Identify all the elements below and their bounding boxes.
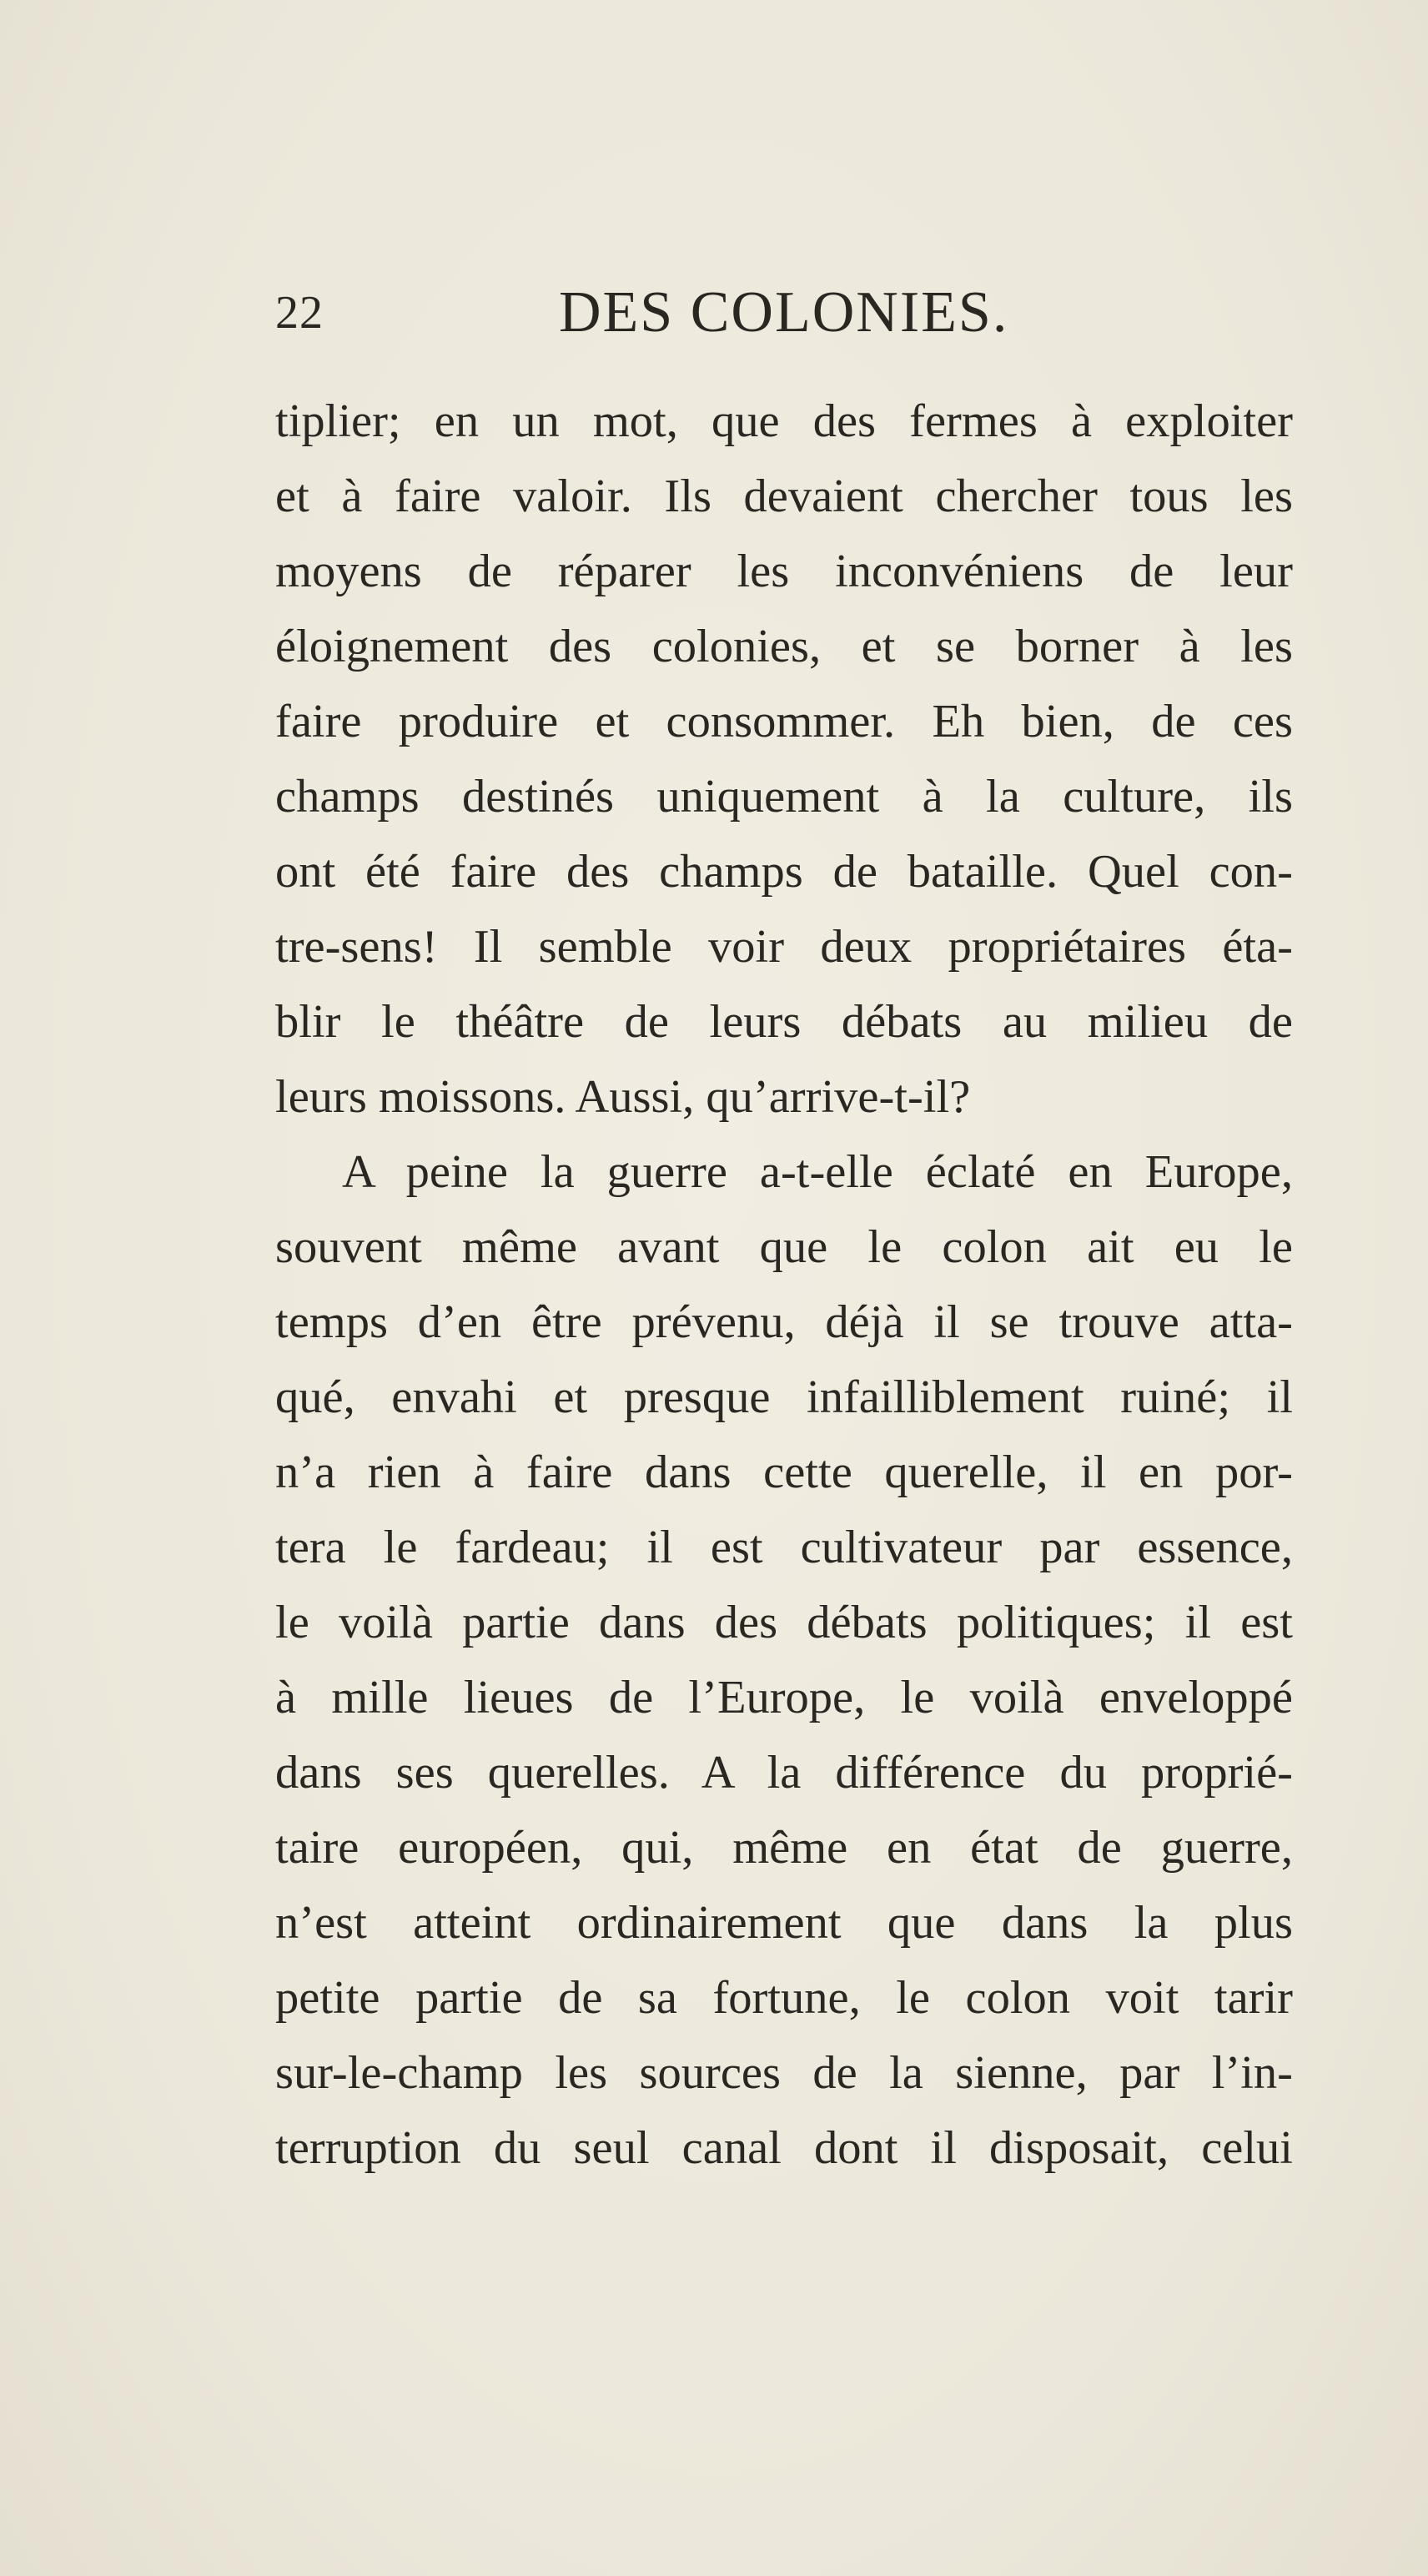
text-line: n’est atteint ordinairement que dans la plus [275, 1897, 1293, 1949]
body-text [275, 384, 1293, 2186]
paragraph-start-line: A peine la guerre a-t-elle éclaté en Europe, [342, 1146, 1293, 1198]
running-head [275, 279, 1193, 355]
text-line: à mille lieues de l’Europe, le voilà enveloppé [275, 1672, 1293, 1723]
text-line: dans ses querelles. A la différence du proprié- [275, 1747, 1293, 1799]
text-line: tiplier; en un mot, que des fermes à exploiter [275, 395, 1293, 447]
text-line: sur-le-champ les sources de la sienne, par l’in- [275, 2047, 1293, 2099]
page-number: 22 [275, 287, 324, 339]
paragraph-end-line: leurs moissons. Aussi, qu’arrive-t-il? [275, 1071, 971, 1123]
text-line: qué, envahi et presque infailliblement ruiné; il [275, 1371, 1293, 1423]
text-line: éloignement des colonies, et se borner à les [275, 621, 1293, 672]
text-line: tre-sens! Il semble voir deux propriétaires éta- [275, 921, 1293, 973]
text-line: temps d’en être prévenu, déjà il se trouve atta- [275, 1296, 1293, 1348]
text-line: souvent même avant que le colon ait eu le [275, 1221, 1293, 1273]
text-line: champs destinés uniquement à la culture, ils [275, 771, 1293, 823]
text-line: blir le théâtre de leurs débats au milieu de [275, 996, 1293, 1048]
text-line: taire européen, qui, même en état de guerre, [275, 1822, 1293, 1874]
text-line: petite partie de sa fortune, le colon voit tarir [275, 1972, 1293, 2024]
text-line: le voilà partie dans des débats politiques; il est [275, 1597, 1293, 1648]
text-line: faire produire et consommer. Eh bien, de ces [275, 696, 1293, 747]
text-line: tera le fardeau; il est cultivateur par essence, [275, 1522, 1293, 1573]
running-title: DES COLONIES. [559, 280, 1009, 345]
text-line: n’a rien à faire dans cette querelle, il en por- [275, 1446, 1293, 1498]
text-line: moyens de réparer les inconvéniens de leur [275, 546, 1293, 597]
text-line: et à faire valoir. Ils devaient chercher tous les [275, 470, 1293, 522]
text-line: ont été faire des champs de bataille. Quel con- [275, 846, 1293, 898]
text-line: terruption du seul canal dont il disposait, celui [275, 2122, 1293, 2174]
